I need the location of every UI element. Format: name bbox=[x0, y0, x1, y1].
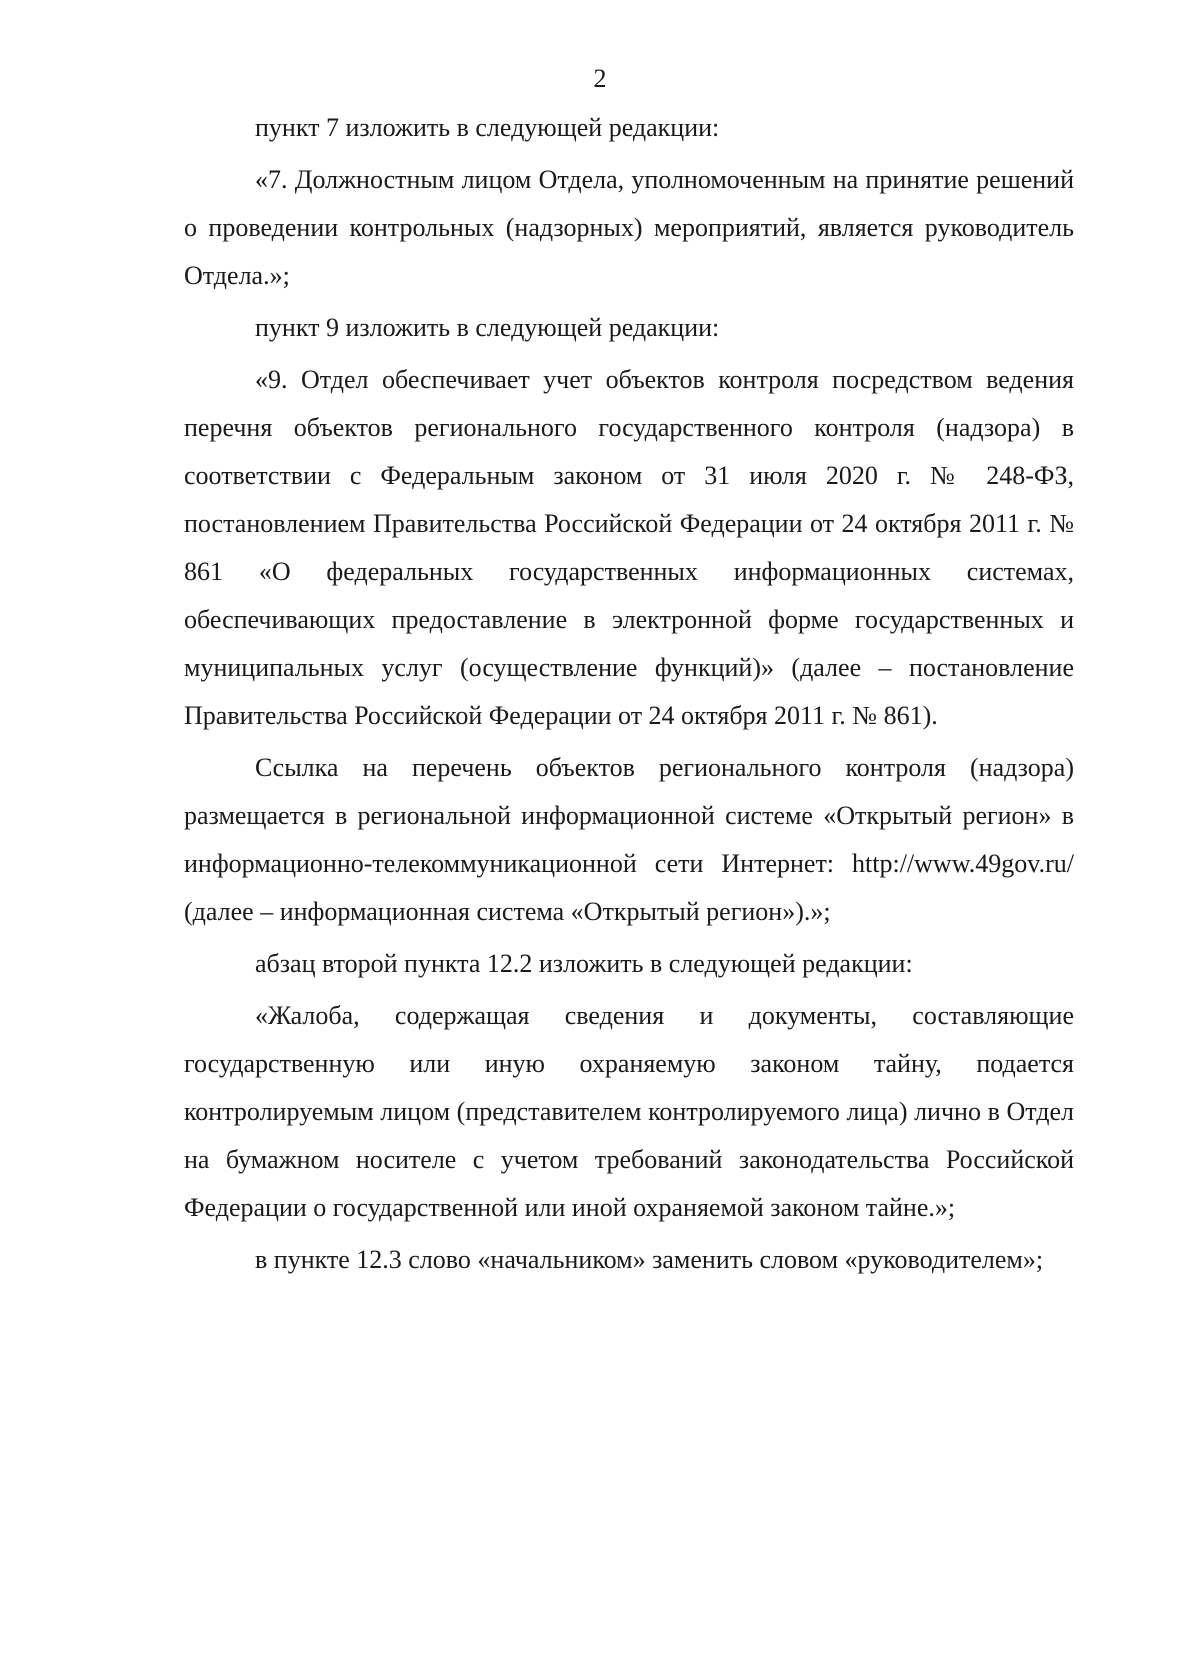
paragraph-item9-intro: пункт 9 изложить в следующей редакции: bbox=[255, 313, 720, 342]
paragraph-item7-intro: пункт 7 изложить в следующей редакции: bbox=[255, 113, 720, 142]
document-body bbox=[184, 104, 1074, 1288]
paragraph-item12-3: в пункте 12.3 слово «начальником» заменить словом «руководителем»; bbox=[255, 1245, 1044, 1274]
paragraph-link-info: Ссылка на перечень объектов регионального контроля (надзора) размещается в региональной информационной системе «Открытый регион» в информационно-телекоммуникационной сети Интернет: http://www.49gov.ru/ (далее – информационная система «Открытый регион»).»; bbox=[184, 753, 1074, 926]
paragraph-item12-2-text: «Жалоба, содержащая сведения и документы, составляющие государственную или иную охраняемую законом тайну, подается контролируемым лицом (представителем контролируемого лица) лично в Отдел на бумажном носителе с учетом требований законодательства Российской Федерации о государственной или иной охраняемой законом тайне.»; bbox=[184, 1001, 1074, 1222]
paragraph-item7-text: «7. Должностным лицом Отдела, уполномоченным на принятие решений о проведении контрольных (надзорных) мероприятий, является руководитель Отдела.»; bbox=[184, 165, 1074, 290]
paragraph-item12-2-intro: абзац второй пункта 12.2 изложить в следующей редакции: bbox=[255, 949, 913, 978]
page-number: 2 bbox=[593, 64, 607, 93]
paragraph-item9-text: «9. Отдел обеспечивает учет объектов контроля посредством ведения перечня объектов регионального государственного контроля (надзора) в соответствии с Федеральным законом от 31 июля 2020 г. № 248-ФЗ, постановлением Правительства Российской Федерации от 24 октября 2011 г. № 861 «О федеральных государственных информационных системах, обеспечивающих предоставление в электронной форме государственных и муниципальных услуг (осуществление функций)» (далее – постановление Правительства Российской Федерации от 24 октября 2011 г. № 861). bbox=[184, 365, 1074, 730]
